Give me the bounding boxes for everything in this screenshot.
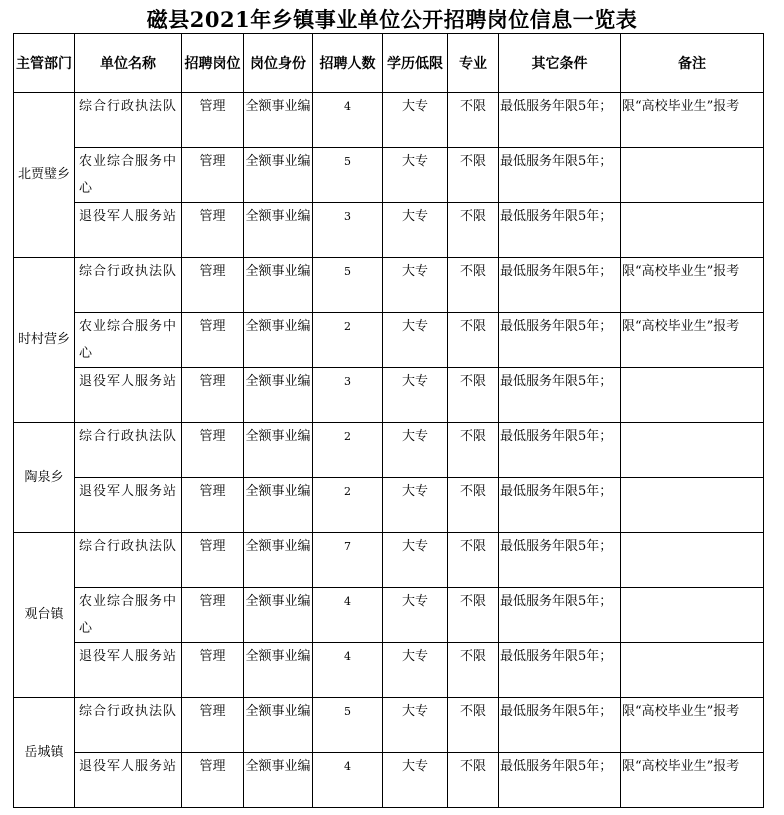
post-cell: 管理 <box>182 203 244 258</box>
post-cell: 管理 <box>182 588 244 643</box>
post-cell: 管理 <box>182 368 244 423</box>
note-cell <box>621 423 764 478</box>
dept-cell: 时村营乡 <box>14 258 75 423</box>
edu-cell: 大专 <box>383 478 448 533</box>
condition-cell: 最低服务年限5年； <box>499 148 621 203</box>
edu-cell: 大专 <box>383 423 448 478</box>
edu-cell: 大专 <box>383 258 448 313</box>
identity-cell: 全额事业编 <box>244 313 313 368</box>
condition-cell: 最低服务年限5年； <box>499 203 621 258</box>
count-cell: 2 <box>313 313 383 368</box>
unit-name: 退役军人服务站 <box>79 209 178 224</box>
post-cell: 管理 <box>182 753 244 808</box>
major-cell: 不限 <box>448 478 499 533</box>
identity-cell: 全额事业编 <box>244 643 313 698</box>
header-major: 专业 <box>448 34 499 93</box>
major-cell: 不限 <box>448 368 499 423</box>
unit-name: 综合行政执法队 <box>79 704 178 719</box>
condition-cell: 最低服务年限5年； <box>499 258 621 313</box>
page-title: 磁县2021年乡镇事业单位公开招聘岗位信息一览表 <box>146 7 638 32</box>
condition-cell: 最低服务年限5年； <box>499 93 621 148</box>
unit-cell <box>75 753 182 808</box>
condition-cell: 最低服务年限5年； <box>499 478 621 533</box>
note-cell: 限“高校毕业生”报考 <box>621 258 764 313</box>
unit-name: 退役军人服务站 <box>79 374 178 389</box>
unit-cell <box>75 258 182 313</box>
unit-name: 退役军人服务站 <box>79 759 178 774</box>
post-cell: 管理 <box>182 148 244 203</box>
header-identity: 岗位身份 <box>244 34 313 93</box>
unit-name: 退役军人服务站 <box>79 649 178 664</box>
major-cell: 不限 <box>448 698 499 753</box>
note-cell <box>621 533 764 588</box>
header-count: 招聘人数 <box>313 34 383 93</box>
table-row <box>14 203 764 258</box>
condition-cell: 最低服务年限5年； <box>499 533 621 588</box>
post-cell: 管理 <box>182 423 244 478</box>
count-cell: 5 <box>313 258 383 313</box>
note-cell <box>621 588 764 643</box>
edu-cell: 大专 <box>383 533 448 588</box>
table-body <box>14 93 764 808</box>
unit-cell <box>75 423 182 478</box>
dept-cell: 北贾璧乡 <box>14 93 75 258</box>
major-cell: 不限 <box>448 148 499 203</box>
header-cond: 其它条件 <box>499 34 621 93</box>
note-cell <box>621 203 764 258</box>
count-cell: 4 <box>313 588 383 643</box>
note-cell <box>621 368 764 423</box>
table-row <box>14 643 764 698</box>
count-cell: 2 <box>313 423 383 478</box>
count-cell: 4 <box>313 643 383 698</box>
major-cell: 不限 <box>448 753 499 808</box>
identity-cell: 全额事业编 <box>244 258 313 313</box>
header-note: 备注 <box>621 34 764 93</box>
unit-name: 农业综合服务中心 <box>79 319 178 361</box>
unit-name: 综合行政执法队 <box>79 264 178 279</box>
unit-name: 综合行政执法队 <box>79 539 178 554</box>
dept-cell: 观台镇 <box>14 533 75 698</box>
condition-cell: 最低服务年限5年； <box>499 588 621 643</box>
major-cell: 不限 <box>448 203 499 258</box>
edu-cell: 大专 <box>383 203 448 258</box>
count-cell: 5 <box>313 148 383 203</box>
table-row <box>14 423 764 478</box>
table-row <box>14 313 764 368</box>
unit-name: 退役军人服务站 <box>79 484 178 499</box>
table-row <box>14 753 764 808</box>
identity-cell: 全额事业编 <box>244 478 313 533</box>
note-cell <box>621 148 764 203</box>
count-cell: 7 <box>313 533 383 588</box>
table-row <box>14 148 764 203</box>
identity-cell: 全额事业编 <box>244 533 313 588</box>
table-row <box>14 93 764 148</box>
header-dept: 主管部门 <box>14 34 75 93</box>
identity-cell: 全额事业编 <box>244 753 313 808</box>
identity-cell: 全额事业编 <box>244 698 313 753</box>
count-cell: 2 <box>313 478 383 533</box>
note-cell: 限“高校毕业生”报考 <box>621 698 764 753</box>
dept-cell: 岳城镇 <box>14 698 75 808</box>
count-cell: 4 <box>313 93 383 148</box>
unit-cell <box>75 698 182 753</box>
condition-cell: 最低服务年限5年； <box>499 643 621 698</box>
unit-name: 综合行政执法队 <box>79 429 178 444</box>
edu-cell: 大专 <box>383 643 448 698</box>
post-cell: 管理 <box>182 313 244 368</box>
unit-cell <box>75 93 182 148</box>
table-row <box>14 478 764 533</box>
unit-name: 农业综合服务中心 <box>79 154 178 196</box>
dept-cell: 陶泉乡 <box>14 423 75 533</box>
count-cell: 4 <box>313 753 383 808</box>
edu-cell: 大专 <box>383 368 448 423</box>
edu-cell: 大专 <box>383 698 448 753</box>
post-cell: 管理 <box>182 93 244 148</box>
edu-cell: 大专 <box>383 753 448 808</box>
note-cell <box>621 478 764 533</box>
post-cell: 管理 <box>182 478 244 533</box>
table-row <box>14 588 764 643</box>
edu-cell: 大专 <box>383 313 448 368</box>
identity-cell: 全额事业编 <box>244 93 313 148</box>
identity-cell: 全额事业编 <box>244 148 313 203</box>
major-cell: 不限 <box>448 588 499 643</box>
table-row <box>14 258 764 313</box>
edu-cell: 大专 <box>383 93 448 148</box>
note-cell: 限“高校毕业生”报考 <box>621 93 764 148</box>
edu-cell: 大专 <box>383 148 448 203</box>
major-cell: 不限 <box>448 258 499 313</box>
unit-cell <box>75 368 182 423</box>
unit-cell <box>75 588 182 643</box>
post-cell: 管理 <box>182 698 244 753</box>
post-cell: 管理 <box>182 258 244 313</box>
count-cell: 5 <box>313 698 383 753</box>
unit-cell <box>75 478 182 533</box>
table-row <box>14 368 764 423</box>
post-cell: 管理 <box>182 533 244 588</box>
unit-cell <box>75 643 182 698</box>
condition-cell: 最低服务年限5年； <box>499 368 621 423</box>
header-edu: 学历低限 <box>383 34 448 93</box>
condition-cell: 最低服务年限5年； <box>499 698 621 753</box>
header-post: 招聘岗位 <box>182 34 244 93</box>
unit-cell <box>75 203 182 258</box>
identity-cell: 全额事业编 <box>244 588 313 643</box>
major-cell: 不限 <box>448 533 499 588</box>
count-cell: 3 <box>313 203 383 258</box>
unit-cell <box>75 313 182 368</box>
major-cell: 不限 <box>448 313 499 368</box>
identity-cell: 全额事业编 <box>244 368 313 423</box>
unit-cell <box>75 148 182 203</box>
recruitment-table <box>13 33 764 808</box>
edu-cell: 大专 <box>383 588 448 643</box>
identity-cell: 全额事业编 <box>244 203 313 258</box>
count-cell: 3 <box>313 368 383 423</box>
header-row <box>14 34 764 93</box>
unit-cell <box>75 533 182 588</box>
table-row <box>14 698 764 753</box>
note-cell: 限“高校毕业生”报考 <box>621 313 764 368</box>
header-unit: 单位名称 <box>75 34 182 93</box>
major-cell: 不限 <box>448 93 499 148</box>
major-cell: 不限 <box>448 643 499 698</box>
note-cell <box>621 643 764 698</box>
identity-cell: 全额事业编 <box>244 423 313 478</box>
condition-cell: 最低服务年限5年； <box>499 313 621 368</box>
note-cell: 限“高校毕业生”报考 <box>621 753 764 808</box>
post-cell: 管理 <box>182 643 244 698</box>
major-cell: 不限 <box>448 423 499 478</box>
unit-name: 农业综合服务中心 <box>79 594 178 636</box>
condition-cell: 最低服务年限5年； <box>499 753 621 808</box>
unit-name: 综合行政执法队 <box>79 99 178 114</box>
table-row <box>14 533 764 588</box>
condition-cell: 最低服务年限5年； <box>499 423 621 478</box>
